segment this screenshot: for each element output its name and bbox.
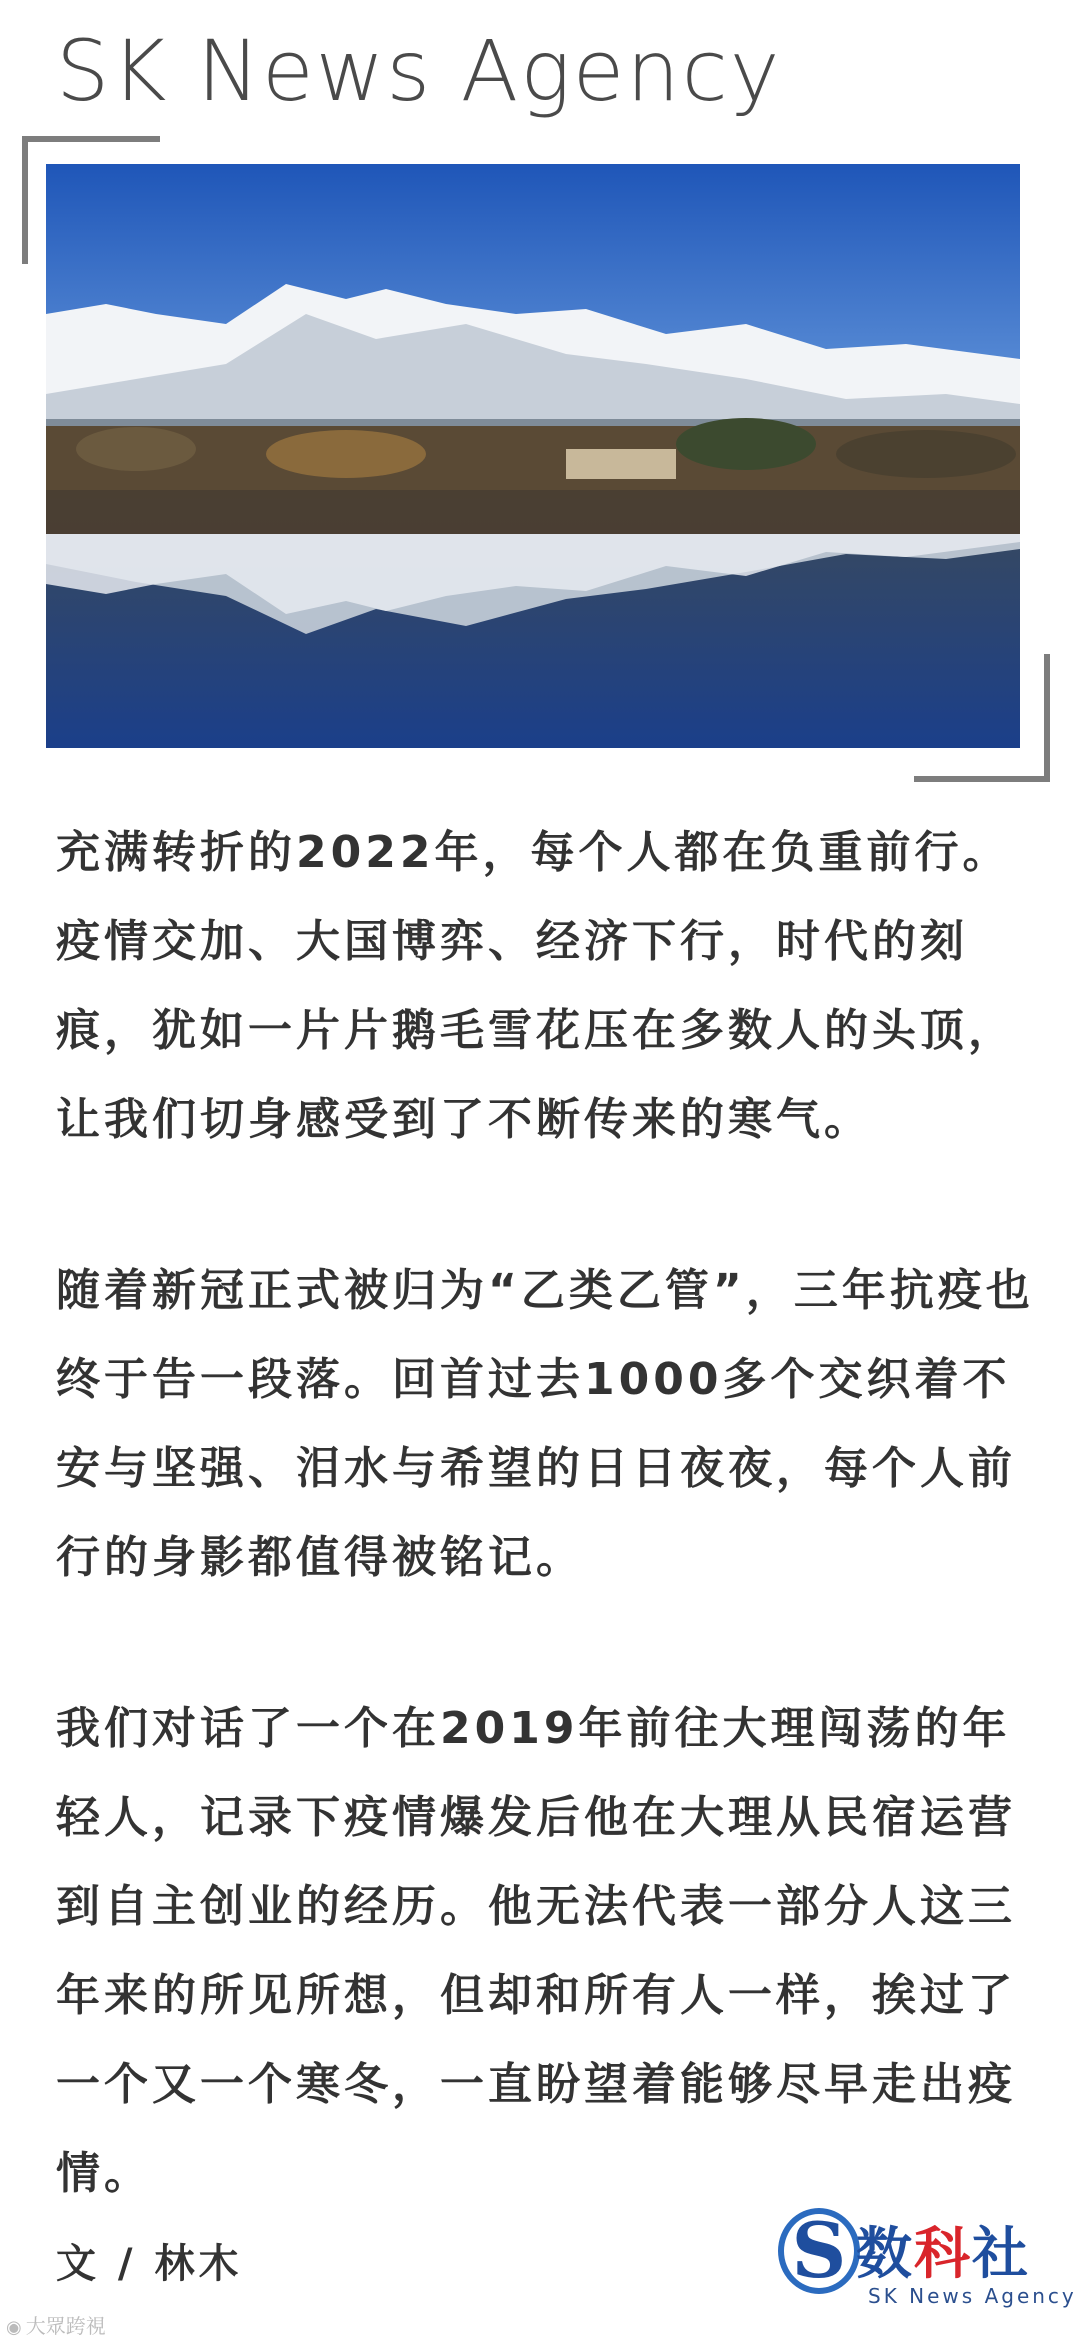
article-body <box>56 808 1036 2300</box>
watermark <box>6 2310 106 2339</box>
brand-english-name: SK News Agency <box>868 2284 1077 2308</box>
mountain-lake-illustration <box>46 164 1020 748</box>
frame-corner-bottom-right <box>914 654 1050 782</box>
hero-image <box>46 164 1020 748</box>
brand-name-part3: 社 <box>972 2222 1030 2287</box>
masthead-title: SK News Agency <box>56 22 782 120</box>
byline: 文 / 林木 <box>56 2241 243 2287</box>
brand-name-part1: 数 <box>856 2222 914 2287</box>
brand-name-part2: 科 <box>914 2222 972 2287</box>
article-paragraph: 我们对话了一个在2019年前往大理闯荡的年轻人，记录下疫情爆发后他在大理从民宿运营到自主创业的经历。他无法代表一部分人这三年来的所见所想，但却和所有人一样，挨过了一个又一个寒冬，一直盼望着能够尽早走出疫情。 <box>56 1703 1016 2199</box>
article-paragraph: 充满转折的2022年，每个人都在负重前行。疫情交加、大国博弈、经济下行，时代的刻痕，犹如一片片鹅毛雪花压在多数人的头顶，让我们切身感受到了不断传来的寒气。 <box>56 827 1016 1145</box>
brand-logo <box>778 2206 1077 2308</box>
watermark-text: 大眾跨視 <box>25 2314 106 2338</box>
eye-icon: ◉ <box>6 2317 22 2338</box>
brand-chinese-name <box>856 2210 1030 2290</box>
article-paragraph: 随着新冠正式被归为“乙类乙管”，三年抗疫也终于告一段落。回首过去1000多个交织着不安与坚强、泪水与希望的日日夜夜，每个人前行的身影都值得被铭记。 <box>56 1265 1034 1583</box>
brand-s-mark: S <box>778 2208 860 2294</box>
